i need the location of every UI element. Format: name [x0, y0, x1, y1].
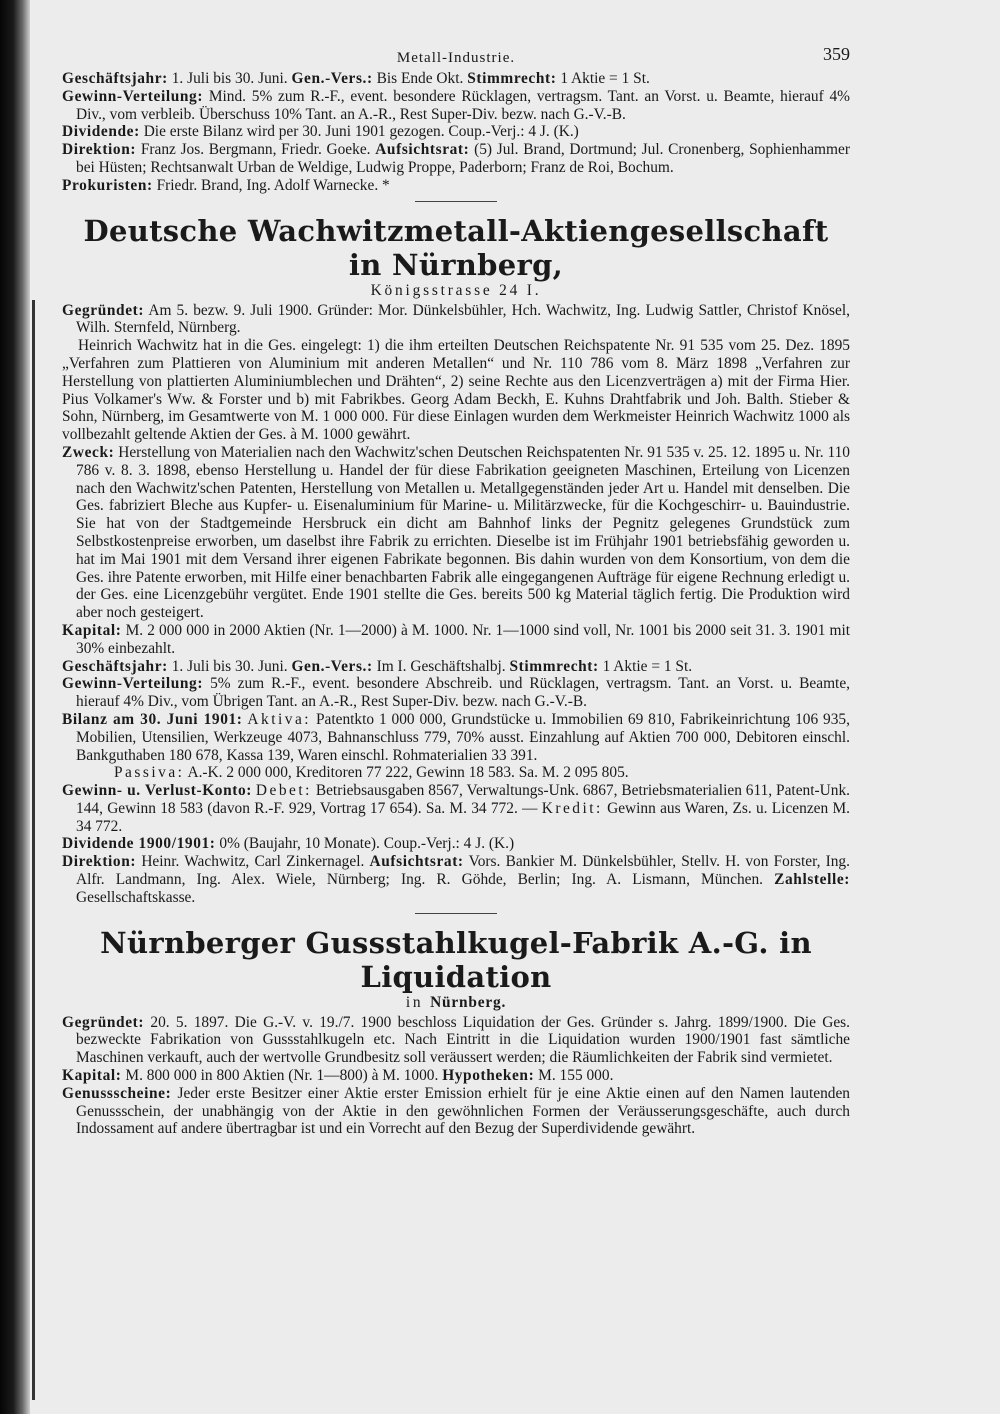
top-entry	[62, 70, 850, 195]
entry-gewinn-verlust-konto: Gewinn- u. Verlust-Konto: Debet: Betriebsausgaben 8567, Verwaltungs-Unk. 6867, Betriebsmaterialien 611, Patent-Unk. 144, Gewinn 18 583 (davon R.-F. 929, Vortrag 17 654). Sa. M. 34 772. — Kredit: Gewinn aus Waren, Zs. u. Licenzen M. 34 772.	[62, 782, 850, 835]
entry-geschaeftsjahr: Geschäftsjahr: 1. Juli bis 30. Juni. Gen.-Vers.: Im I. Geschäftshalbj. Stimmrecht: 1 Aktie = 1 St.	[62, 657, 693, 675]
entry-einlage: Heinrich Wachwitz hat in die Ges. eingelegt: 1) die ihm erteilten Deutschen Reichspatente Nr. 91 535 vom 25. Dez. 1895 „Verfahren zum Plattieren von Aluminium mit anderen Metallen“ und Nr. 110 786 vom 8. März 1898 „Verfahren zur Herstellung von plattierten Aluminiumblechen und Drähten“, 2) seine Rechte aus den Licenzverträgen a) mit der Firma Hier. Pius Volkamer's Ww. & Forster und b) mit Fabrikbes. Georg Adam Beckh, E. Kuhns Drahtfabrik und Joh. Balth. Stieber & Sohn, Nürnberg, im Gesamtwerte von M. 1 000 000. Für diese Einlagen wurden dem Werkmeister Heinrich Wachwitz 1000 als vollbezahlt geltende Aktien der Ges. à M. 1000 gewährt.	[62, 337, 850, 444]
section-divider-2	[415, 913, 497, 914]
top-entry-dividende: Dividende: Die erste Bilanz wird per 30. Juni 1901 gezogen. Coup.-Verj.: 4 J. (K.)	[62, 123, 579, 141]
entry-genussscheine: Genussscheine: Jeder erste Besitzer einer Aktie erster Emission erhielt für je eine Aktie einen auf den Namen lautenden Genussschein, der unabhängig von der Aktie in den gewöhnlichen Formen der Veräusserungsgeschäfte, auch durch Indossament auf andere übertragbar ist und ein Vorrecht auf den Bezug der Superdividende gewährt.	[62, 1084, 850, 1138]
page-number: 359	[823, 44, 850, 64]
entry-gewinn-verteilung: Gewinn-Verteilung: 5% zum R.-F., event. besondere Abschreib. und Rücklagen, vertragsm. Tant. an Vorst. u. Beamte, hierauf 4% Div., vom Übrigen Tant. an A.-R., Rest Super-Div. bezw. nach G.-V.-B.	[62, 675, 850, 711]
margin-line	[32, 300, 35, 1400]
section-divider	[415, 201, 497, 202]
entry-direktion: Direktion: Heinr. Wachwitz, Carl Zinkernagel. Aufsichtsrat: Vors. Bankier M. Dünkelsbühler, Stellv. H. von Forster, Ing. Alfr. Landmann, Ing. Alex. Wiele, Nürnberg; Ing. R. Göhde, Berlin; Ing. A. Lismann, München. Zahlstelle: Gesellschaftskasse.	[62, 853, 850, 906]
company-address: Königsstrasse 24 I.	[370, 281, 542, 299]
top-entry-direktion: Direktion: Franz Jos. Bergmann, Friedr. Goeke. Aufsichtsrat: (5) Jul. Brand, Dortmund; Jul. Cronenberg, Sophienhammer bei Hüsten; Rechtsanwalt Urban de Weldige, Ludwig Proppe, Paderborn; Franz de Roi, Bochum.	[62, 141, 850, 176]
entry-kapital: Kapital: M. 2 000 000 in 2000 Aktien (Nr. 1—2000) à M. 1000. Nr. 1—1000 sind voll, Nr. 1001 bis 2000 seit 31. 3. 1901 mit 30% einbezahlt.	[62, 621, 850, 657]
top-entry-gewinn-verteilung: Gewinn-Verteilung: Mind. 5% zum R.-F., event. besondere Rücklagen, vertragsm. Tant. an Vorst. u. Beamte, hierauf 4% Div., vom verbleib. Überschuss 10% Tant. an A.-R., Rest Super-Div. bezw. nach G.-V.-B.	[62, 87, 850, 123]
top-entry-prokuristen: Prokuristen: Friedr. Brand, Ing. Adolf Warnecke. *	[62, 176, 390, 194]
company-subtitle-2: in Nürnberg.	[405, 993, 507, 1011]
entry-passiva: Passiva: A.-K. 2 000 000, Kreditoren 77 222, Gewinn 18 583. Sa. M. 2 095 805.	[114, 764, 629, 782]
entry-bilanz: Bilanz am 30. Juni 1901: Aktiva: Patentkto 1 000 000, Grundstücke u. Immobilien 69 810, Fabrikeinrichtung 106 935, Mobilien, Utensilien, Werkzeuge 4073, Bahnanschluss 779, 70% ausst. Einzahlung auf Aktien 700 000, Debitoren einschl. Bankguthaben 180 678, Kassa 139, Waren einschl. Rohmaterialien 33 391.	[62, 710, 850, 764]
company-title: Deutsche Wachwitzmetall-Aktiengesellschaft in Nürnberg,	[83, 213, 829, 282]
running-head	[62, 44, 850, 70]
entry-zweck: Zweck: Herstellung von Materialien nach den Wachwitz'schen Deutschen Reichspatenten Nr. 91 535 v. 25. 12. 1895 u. Nr. 110 786 v. 8. 3. 1898, ebenso Herstellung u. Handel der für diese Fabrikation geeigneten Maschinen, Erteilung von Licenzen nach den Wachwitz'schen Patenten, Herstellung von Metallen u. Metallgegenständen jeder Art u. Handel mit denselben. Die Ges. fabriziert Bleche aus Kupfer- u. Eisenaluminium für Marine- u. Militärzwecke, für die Kochgeschirr- u. Bauindustrie. Sie hat von der Stadtgemeinde Hersbruck ein dicht am Bahnhof links der Pegnitz gelegenes Grundstück zum Selbstkostenpreise erworben, um daselbst ihre Fabrik zu errichten. Dieselbe ist im Frühjahr 1901 betriebsfähig geworden u. hat im Mai 1901 mit dem Versand ihrer eigenen Fabrikate begonnen. Bis dahin wurden von dem Konsortium, von dem die Ges. ihre Patente erworben, mit Hilfe einer benachbarten Fabrik alle eingegangenen Aufträge für eigene Rechnung erledigt u. der Ges. eine Licenzgebühr vergütet. Ende 1901 stellte die Ges. bereits 500 kg Material täglich fertig. Die Produktion wird aber noch gesteigert.	[62, 443, 850, 622]
company-title-2: Nürnberger Gussstahlkugel-Fabrik A.-G. in Liquidation	[100, 925, 812, 994]
entry-kapital-2: Kapital: M. 800 000 in 800 Aktien (Nr. 1—800) à M. 1000. Hypotheken: M. 155 000.	[62, 1067, 614, 1085]
running-head-title: Metall-Industrie.	[396, 50, 516, 66]
company-entry-wachwitzmetall	[62, 214, 850, 907]
entry-gegruendet-2: Gegründet: 20. 5. 1897. Die G.-V. v. 19./7. 1900 beschloss Liquidation der Ges. Gründer s. Jahrg. 1899/1900. Die Ges. bezweckte Fabrikation von Gussstahlkugeln etc. Nach Eintritt in die Liquidation wurden 1900/1901 fast sämtliche Maschinen verkauft, auch der wertvolle Grundbesitz soll veräussert werden; die Räumlichkeiten der Fabrik sind vermietet.	[62, 1013, 850, 1067]
top-entry-geschaeftsjahr: Geschäftsjahr: 1. Juli bis 30. Juni. Gen.-Vers.: Bis Ende Okt. Stimmrecht: 1 Aktie = 1 St.	[62, 70, 650, 87]
book-spine-shadow	[0, 0, 30, 1414]
entry-gegruendet: Gegründet: Am 5. bezw. 9. Juli 1900. Gründer: Mor. Dünkelsbühler, Hch. Wachwitz, Ing. Ludwig Sattler, Christof Knösel, Wilh. Sternfeld, Nürnberg.	[62, 301, 851, 337]
page-content	[62, 44, 850, 1138]
entry-dividende: Dividende 1900/1901: 0% (Baujahr, 10 Monate). Coup.-Verj.: 4 J. (K.)	[62, 835, 515, 853]
company-entry-gussstahlkugel	[62, 926, 850, 1139]
